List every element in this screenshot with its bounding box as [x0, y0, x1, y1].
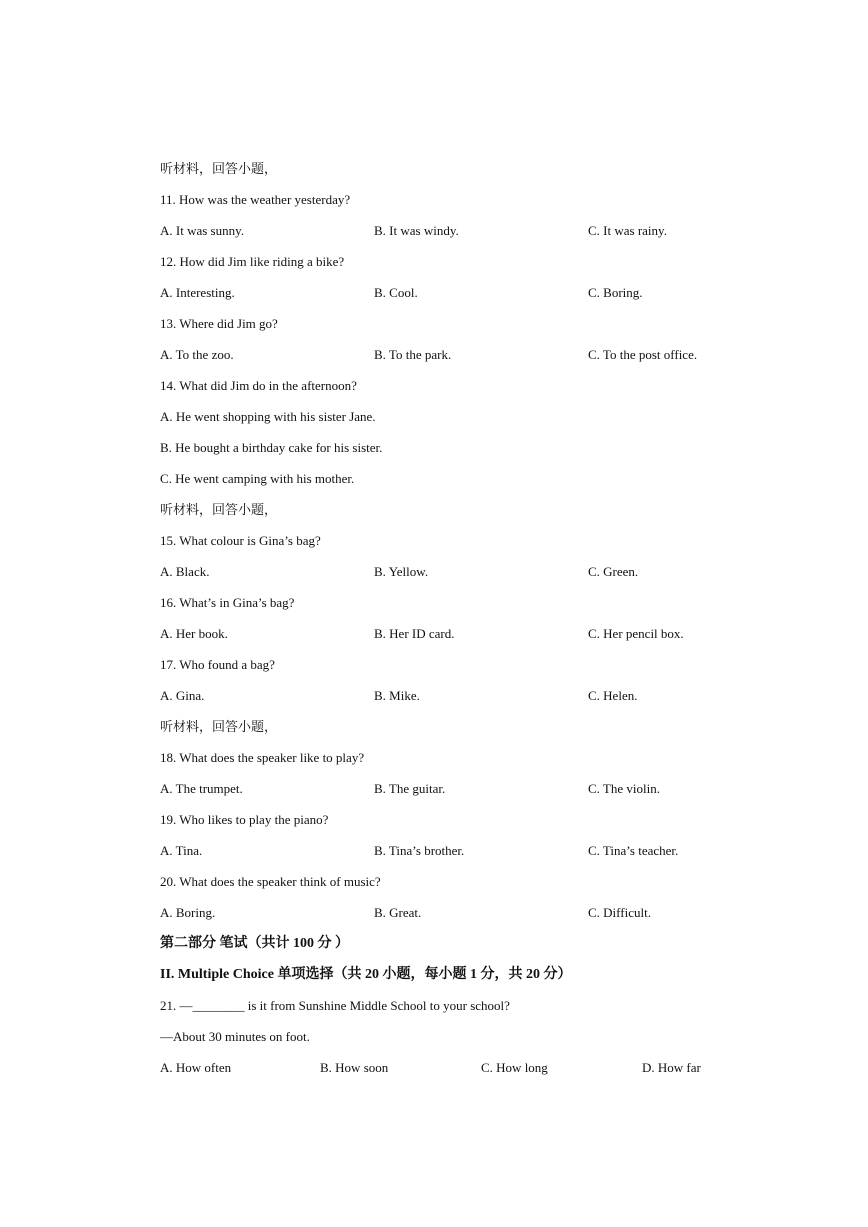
question-21-response: —About 30 minutes on foot.: [160, 1029, 310, 1044]
listening-instruction: 听材料，回答小题，: [160, 161, 278, 176]
options-11: [160, 220, 720, 251]
part-two-heading: 第二部分 笔试（共计 100 分 ）: [160, 936, 349, 951]
question-18: 18. What does the speaker like to play?: [160, 750, 365, 765]
option-17-b: B. Mike.: [374, 688, 420, 703]
options-19: [160, 840, 720, 871]
options-20: [160, 902, 720, 933]
question-14: 14. What did Jim do in the afternoon?: [160, 378, 357, 393]
option-17-c: C. Helen.: [588, 688, 638, 703]
exam-content: [160, 158, 720, 1088]
options-21: [160, 1057, 720, 1088]
options-16: [160, 623, 720, 654]
question-21: 21. —________ is it from Sunshine Middle School to your school?: [160, 998, 510, 1013]
option-17-a: A. Gina.: [160, 688, 205, 703]
option-14-b: B. He bought a birthday cake for his sister.: [160, 440, 383, 455]
option-18-b: B. The guitar.: [374, 781, 446, 796]
option-12-b: B. Cool.: [374, 285, 418, 300]
options-13: [160, 344, 720, 375]
option-15-c: C. Green.: [588, 564, 639, 579]
option-15-a: A. Black.: [160, 564, 210, 579]
option-20-c: C. Difficult.: [588, 905, 651, 920]
question-20: 20. What does the speaker think of music?: [160, 874, 381, 889]
option-14-c: C. He went camping with his mother.: [160, 471, 355, 486]
question-19: 19. Who likes to play the piano?: [160, 812, 329, 827]
options-15: [160, 561, 720, 592]
option-12-c: C. Boring.: [588, 285, 643, 300]
question-17: 17. Who found a bag?: [160, 657, 275, 672]
options-17: [160, 685, 720, 716]
option-14-a: A. He went shopping with his sister Jane.: [160, 409, 376, 424]
question-12: 12. How did Jim like riding a bike?: [160, 254, 345, 269]
option-18-c: C. The violin.: [588, 781, 660, 796]
option-11-a: A. It was sunny.: [160, 223, 245, 238]
question-16: 16. What’s in Gina’s bag?: [160, 595, 295, 610]
option-21-c: C. How long: [481, 1060, 548, 1075]
question-11: 11. How was the weather yesterday?: [160, 192, 351, 207]
options-18: [160, 778, 720, 809]
option-16-a: A. Her book.: [160, 626, 228, 641]
option-19-b: B. Tina’s brother.: [374, 843, 465, 858]
option-20-a: A. Boring.: [160, 905, 216, 920]
option-20-b: B. Great.: [374, 905, 422, 920]
option-13-c: C. To the post office.: [588, 347, 698, 362]
option-21-a: A. How often: [160, 1060, 232, 1075]
option-11-b: B. It was windy.: [374, 223, 459, 238]
question-13: 13. Where did Jim go?: [160, 316, 278, 331]
option-19-a: A. Tina.: [160, 843, 203, 858]
option-12-a: A. Interesting.: [160, 285, 235, 300]
option-16-b: B. Her ID card.: [374, 626, 455, 641]
option-13-a: A. To the zoo.: [160, 347, 234, 362]
option-11-c: C. It was rainy.: [588, 223, 667, 238]
multiple-choice-heading: II. Multiple Choice 单项选择（共 20 小题，每小题 1 分，共 20 分）: [160, 967, 572, 982]
options-12: [160, 282, 720, 313]
option-18-a: A. The trumpet.: [160, 781, 243, 796]
listening-instruction: 听材料，回答小题，: [160, 719, 278, 734]
option-15-b: B. Yellow.: [374, 564, 429, 579]
option-21-b: B. How soon: [320, 1060, 389, 1075]
question-15: 15. What colour is Gina’s bag?: [160, 533, 321, 548]
option-16-c: C. Her pencil box.: [588, 626, 684, 641]
option-19-c: C. Tina’s teacher.: [588, 843, 679, 858]
option-21-d: D. How far: [642, 1060, 701, 1075]
option-13-b: B. To the park.: [374, 347, 452, 362]
listening-instruction: 听材料，回答小题，: [160, 502, 278, 517]
